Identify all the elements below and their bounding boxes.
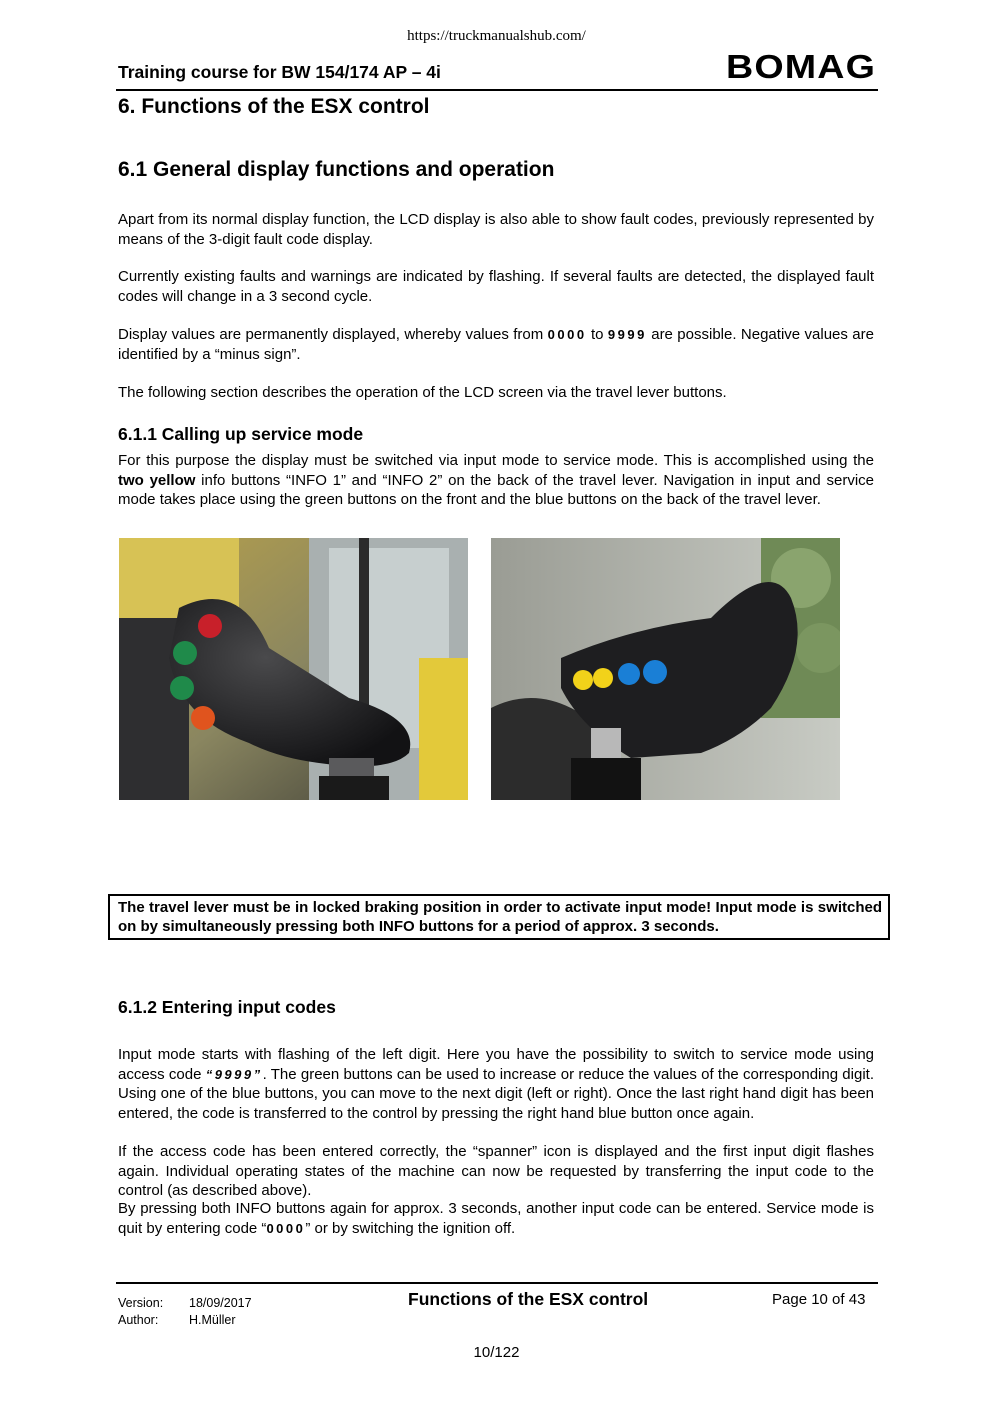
section-heading: 6.1 General display functions and operation	[118, 158, 555, 181]
logo-text: BOMAG	[726, 50, 876, 82]
version-value: 18/09/2017	[189, 1296, 252, 1310]
subsection-heading-input-codes: 6.1.2 Entering input codes	[118, 997, 336, 1017]
document-page-number: 10/122	[473, 1344, 520, 1361]
footer-rule	[116, 1282, 878, 1284]
two-yellow-emphasis: two yellow	[118, 471, 196, 489]
version-label: Version:	[118, 1296, 164, 1310]
photo-travel-lever-back	[491, 538, 840, 800]
code-0000: 0000	[547, 327, 587, 342]
author-value: H.Müller	[189, 1313, 236, 1327]
paragraph-spanner-icon: If the access code has been entered correctly, the “spanner” icon is displayed and the first input digit flashes again. Individual operating states of the machine can now be requested by transferring the input code to the control (as described above).	[118, 1143, 874, 1199]
green-button-icon	[170, 676, 194, 700]
paragraph-display-values: Display values are permanently displayed, whereby values from 0000 to 9999 are possible. Negative values are identified by a “minus sign”.	[118, 326, 874, 363]
yellow-button-icon	[593, 668, 613, 688]
code-9999-quoted: “9999”	[205, 1066, 263, 1082]
chapter-heading: 6. Functions of the ESX control	[118, 95, 430, 118]
photo-travel-lever-front	[119, 538, 468, 800]
code-0000-quit: 0000	[266, 1220, 306, 1236]
red-button-icon	[198, 614, 222, 638]
warning-note: The travel lever must be in locked braking position in order to activate input mode! Input mode is switched on by simultaneously pressing both INFO buttons for a period of approx. 3 seconds.	[108, 894, 890, 940]
author-label: Author:	[118, 1313, 159, 1327]
paragraph-service-mode: For this purpose the display must be switched via input mode to service mode. This is accomplished using the two yellow info buttons “INFO 1” and “INFO 2” on the back of the travel lever. Navigation in input and service mode takes place using the green buttons on the front and the blue buttons on the back of the travel lever.	[118, 452, 875, 508]
paragraph-fault-codes: Apart from its normal display function, the LCD display is also able to show fault codes, previously represented by means of the 3-digit fault code display.	[118, 211, 874, 248]
page-number: Page 10 of 43	[772, 1291, 866, 1308]
code-9999: 9999	[607, 327, 647, 342]
green-button-icon	[173, 641, 197, 665]
bomag-logo	[726, 50, 876, 82]
header-rule	[116, 89, 878, 91]
source-url[interactable]: https://truckmanualshub.com/	[407, 28, 586, 44]
yellow-button-icon	[573, 670, 593, 690]
orange-button-icon	[191, 706, 215, 730]
course-title: Training course for BW 154/174 AP – 4i	[118, 62, 441, 82]
paragraph-following: The following section describes the operation of the LCD screen via the travel lever buttons.	[118, 384, 727, 401]
paragraph-input-mode: Input mode starts with flashing of the left digit. Here you have the possibility to switch to service mode using access code “9999”. The green buttons can be used to increase or reduce the values of the corresponding digit. Using one of the blue buttons, you can move to the next digit (left or right). Once the last right hand digit has been entered, the code is transferred to the control by pressing the right hand blue button once again.	[118, 1046, 874, 1122]
paragraph-quit-service: By pressing both INFO buttons again for approx. 3 seconds, another input code can be entered. Service mode is quit by entering code “0000” or by switching the ignition off.	[118, 1200, 874, 1237]
paragraph-flashing: Currently existing faults and warnings are indicated by flashing. If several faults are detected, the displayed fault codes will change in a 3 second cycle.	[118, 268, 874, 305]
blue-button-icon	[618, 663, 640, 685]
footer-title: Functions of the ESX control	[408, 1289, 649, 1309]
blue-button-icon	[643, 660, 667, 684]
subsection-heading-service-mode: 6.1.1 Calling up service mode	[118, 424, 364, 444]
